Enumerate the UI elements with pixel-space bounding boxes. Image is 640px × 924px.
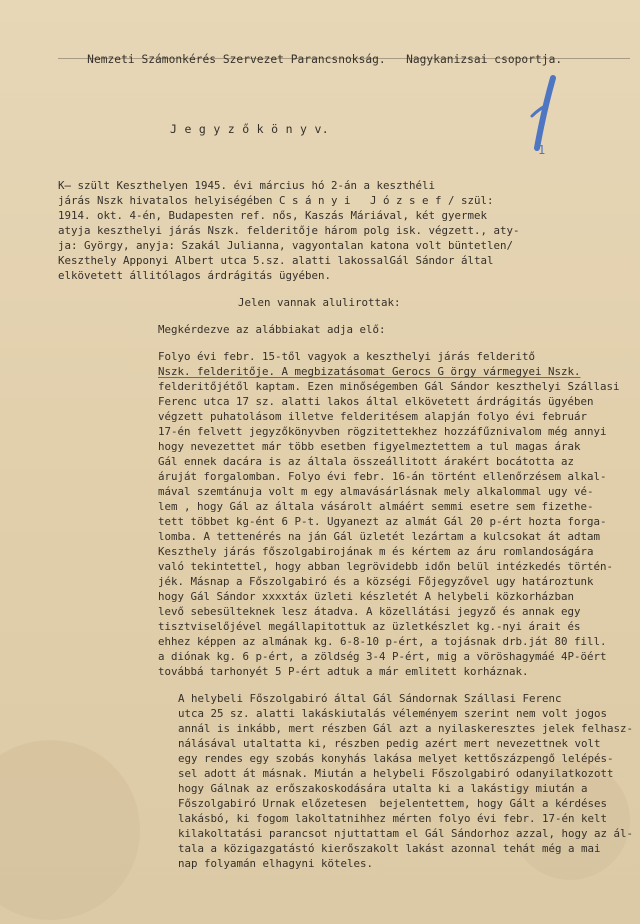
- paragraph-line: nálásával utaltatta ki, részben pedig azért mert nevezettnek volt: [178, 737, 601, 750]
- paragraph-line: elkövetett állitólagos árdrágitás ügyében.: [58, 269, 332, 282]
- paragraph-line: annál is inkább, mert részben Gál azt a nyilaskeresztes jelek felhasz-: [178, 722, 634, 735]
- paragraph-line: járás Nszk hivatalos helyiségében C s á n y i J ó z s e f / szül:: [58, 194, 494, 207]
- paragraph-line: egy rendes egy szobás konyhás lakása melyet kettőszázpengő lelépés-: [178, 752, 614, 765]
- paragraph-line: Keszthely Apponyi Albert utca 5.sz. alatti lakossalGál Sándor által: [58, 254, 494, 267]
- question-line: Megkérdezve az alábbiakat adja elő:: [158, 323, 386, 336]
- paragraph-line: Ferenc utca 17 sz. alatti lakos által elkövetett árdrágitás ügyében: [158, 395, 594, 408]
- paragraph-line: végzett puhatolásom illetve felderitésem alapján folyo évi február: [158, 410, 588, 423]
- paragraph-line: ja: György, anyja: Szakál Julianna, vagyontalan katona volt büntetlen/: [58, 239, 514, 252]
- opening-paragraph: [58, 178, 638, 283]
- paragraph-line: lomba. A tettenérés na ján Gál üzletét lezártam a kulcsokat át adtam: [158, 530, 601, 543]
- paragraph-line: hogy Gálnak az erőszakoskodására utalta ki a lakástigy miután a: [178, 782, 588, 795]
- paragraph-line: továbbá tarhonyét 5 P-ért adtuk a már emlitett korháznak.: [158, 665, 529, 678]
- paragraph-line: utca 25 sz. alatti lakáskiutalás véleményem szerint nem volt jogos: [178, 707, 608, 720]
- paragraph-line: 1914. okt. 4-én, Budapesten ref. nős, Kaszás Máriával, két gyermek: [58, 209, 488, 222]
- header-right: Nagykanizsai csoportja.: [406, 53, 563, 66]
- paragraph-line: hogy Gál Sándor xxxxtáx üzleti készletét A helybeli közkorházban: [158, 590, 575, 603]
- header-left: Nemzeti Számonkérés Szervezet Parancsnokság.: [87, 53, 386, 66]
- paragraph-line: Keszthely járás főszolgabirojának m és kértem az áru romlandoságára: [158, 545, 594, 558]
- paragraph-line: ehhez képpen az almának kg. 6-8-10 p-ért, a tojásnak drb.ját 80 fill.: [158, 635, 607, 648]
- paragraph-line: sel adott át másnak. Miután a helybeli Főszolgabiró odanyilatkozott: [178, 767, 614, 780]
- paragraph-line: felderitőjétől kaptam. Ezen minőségemben Gál Sándor keszthelyi Szállasi: [158, 380, 620, 393]
- paragraph-line: K̶ szült Keszthelyen 1945. évi március hó 2-án a keszthéli: [58, 179, 436, 192]
- main-paragraph: [58, 349, 638, 679]
- paragraph-line: lem , hogy Gál az általa vásárolt almáért semmi esetre sem fizethe-: [158, 500, 594, 513]
- paragraph-line: jék. Másnap a Főszolgabiró és a községi Főjegyzővel ugy határoztunk: [158, 575, 594, 588]
- paragraph-line: atyja keszthelyi járás Nszk. felderitője három polg isk. végzett., aty-: [58, 224, 520, 237]
- closing-paragraph: [58, 691, 638, 871]
- paragraph-line: levő sebesülteknek lesz átadva. A közellátási jegyző és annak egy: [158, 605, 581, 618]
- paragraph-line: hogy nevezettet már több esetben figyelmeztettem a tul magas árak: [158, 440, 581, 453]
- paragraph-line: Főszolgabiró Urnak előzetesen bejelentettem, hogy Gált a kérdéses: [178, 797, 608, 810]
- present-line: Jelen vannak alulirottak:: [238, 296, 401, 309]
- paragraph-line: mával szemtánuja volt m egy almavásárlásnak mely alkalommal ugy vé-: [158, 485, 594, 498]
- paragraph-line: Gál ennek dacára is az általa összeállitott árakért bocátotta az: [158, 455, 575, 468]
- paragraph-line: a diónak kg. 6 p-ért, a zöldség 3-4 P-ért, mig a vöröshagymáé 4P-öért: [158, 650, 607, 663]
- page-mark-text: 1: [538, 143, 546, 157]
- handwritten-one-mark: [510, 72, 574, 164]
- paragraph-line: áruját forgalomban. Folyo évi febr. 16-án történt ellenőrzésem alkal-: [158, 470, 607, 483]
- paragraph-line: kilakoltatási parancsot njuttattam el Gál Sándorhoz azzal, hogy az ál-: [178, 827, 634, 840]
- paragraph-line: 17-én felvett jegyzőkönyvben rögzitettekhez hozzáfűznivalom még annyi: [158, 425, 607, 438]
- paragraph-line: tala a közigazgatástó kierőszakolt lakást azonnal tehát még a mai: [178, 842, 601, 855]
- paragraph-line: A helybeli Főszolgabiró által Gál Sándornak Szállasi Ferenc: [178, 692, 562, 705]
- paragraph-line: tett többet kg-ént 6 P-t. Ugyanezt az almát Gál 20 p-ért hozta forga-: [158, 515, 607, 528]
- header-rule: [58, 58, 630, 59]
- page-number-mark: [510, 72, 574, 168]
- paragraph-line: Nszk. felderitője. A megbizatásomat Gerocs G örgy vármegyei Nszk.: [158, 365, 581, 378]
- document-title: J e g y z ő k ö n y v.: [170, 122, 329, 136]
- paragraph-line: tisztviselőjével megállapitottuk az üzletkészlet kg.-nyi árait és: [158, 620, 581, 633]
- paragraph-line: lakásbó, ki fogom lakoltatnihhez mérten folyo évi febr. 17-én kelt: [178, 812, 608, 825]
- document-body: [58, 178, 638, 924]
- paragraph-line: nap folyamán elhagyni köteles.: [178, 857, 374, 870]
- paragraph-line: Folyo évi febr. 15-től vagyok a keszthelyi járás felderitő: [158, 350, 536, 363]
- paragraph-line: való tekintettel, hogy abban legrövidebb időn belül intézkedés történ-: [158, 560, 614, 573]
